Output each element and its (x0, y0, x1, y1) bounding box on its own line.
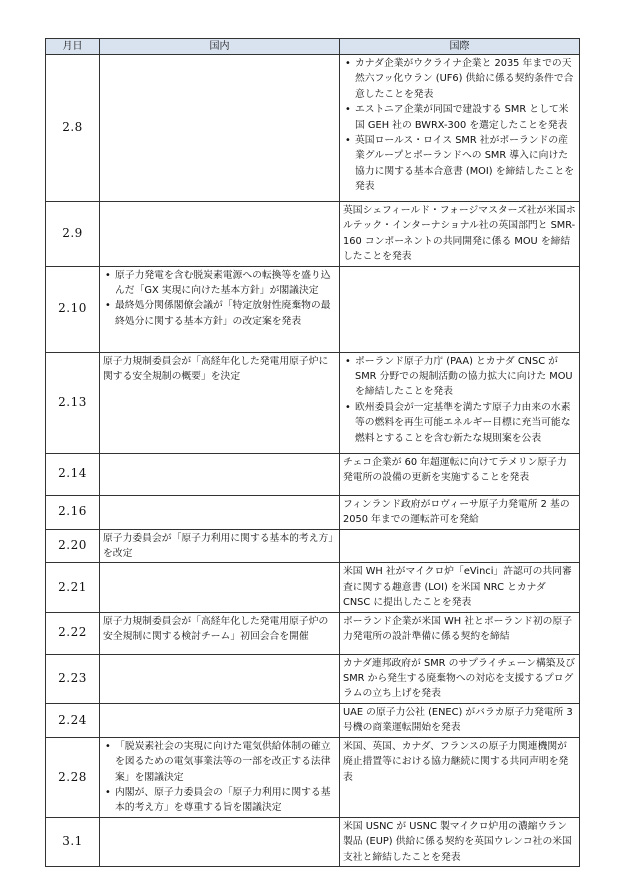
date-cell: 2.8 (46, 55, 100, 202)
international-cell (340, 202, 580, 267)
chronology-table (45, 38, 580, 867)
international-cell (340, 654, 580, 703)
table-row (46, 737, 580, 817)
bullet-item: • 原子力発電を含む脱炭素電源への転換等を盛り込んだ「GX 実現に向けた基本方針」が閣議決定 (111, 268, 336, 299)
cell-text: フィンランド政府がロヴィーサ原子力発電所 2 基の 2050 年までの運転許可を発給 (343, 498, 570, 526)
international-cell (340, 352, 580, 453)
domestic-cell (100, 737, 340, 817)
domestic-cell (100, 495, 340, 529)
domestic-cell (100, 453, 340, 495)
date-cell: 2.28 (46, 737, 100, 817)
date-cell: 2.16 (46, 495, 100, 529)
domestic-cell (100, 563, 340, 612)
bullet-item: • ポーランド原子力庁 (PAA) とカナダ CNSC が SMR 分野での規制活動の協力拡大に向けた MOU を締結したことを発表 (351, 354, 576, 400)
header-domestic: 国内 (100, 39, 340, 55)
table-row (46, 563, 580, 612)
table-row (46, 202, 580, 267)
domestic-cell (100, 817, 340, 866)
date-cell: 2.13 (46, 352, 100, 453)
domestic-cell (100, 654, 340, 703)
cell-text: カナダ連邦政府が SMR のサプライチェーン構築及び SMR から発生する廃棄物への対応を支援するプログラムの立ち上げを発表 (343, 657, 576, 700)
cell-text: 原子力委員会が「原子力利用に関する基本的考え方」を改定 (103, 532, 334, 560)
international-cell (340, 495, 580, 529)
table-row (46, 703, 580, 737)
bullet-item: • エストニア企業が同国で建設する SMR として米国 GEH 社の BWRX-300 を選定したことを発表 (351, 102, 576, 133)
bullet-list (103, 739, 336, 816)
international-cell (340, 563, 580, 612)
domestic-cell (100, 202, 340, 267)
bullet-list (343, 354, 576, 446)
date-cell: 2.20 (46, 529, 100, 563)
table-row (46, 352, 580, 453)
cell-text: 英国シェフィールド・フォージマスターズ社が米国ホルテック・インターナショナル社の英国部門と SMR-160 コンポーネントの共同開発に係る MOU を締結したことを発表 (343, 205, 576, 263)
table-row (46, 817, 580, 866)
domestic-cell (100, 55, 340, 202)
table-row (46, 453, 580, 495)
date-cell: 2.22 (46, 612, 100, 654)
table-row (46, 612, 580, 654)
table-row (46, 654, 580, 703)
cell-text: 米国、英国、カナダ、フランスの原子力関連機関が廃止措置等における協力継続に関する共同声明を発表 (343, 740, 569, 783)
bullet-list (103, 268, 336, 330)
header-international: 国際 (340, 39, 580, 55)
cell-text: チェコ企業が 60 年超運転に向けてテメリン原子力発電所の設備の更新を実施することを発表 (343, 456, 567, 484)
table-row (46, 529, 580, 563)
header-row (46, 39, 580, 55)
domestic-cell (100, 612, 340, 654)
date-cell: 3.1 (46, 817, 100, 866)
bullet-item: • 欧州委員会が一定基準を満たす原子力由来の水素等の燃料を再生可能エネルギー目標に充当可能な燃料とすることを含む新たな規則案を公表 (351, 400, 576, 446)
international-cell (340, 453, 580, 495)
international-cell (340, 55, 580, 202)
date-cell: 2.14 (46, 453, 100, 495)
international-cell (340, 266, 580, 352)
international-cell (340, 817, 580, 866)
table-row (46, 55, 580, 202)
cell-text: 米国 WH 社がマイクロ炉「eVinci」許認可の共同審査に関する趣意書 (LOI) を米国 NRC とカナダ CNSC に提出したことを発表 (343, 566, 572, 609)
date-cell: 2.24 (46, 703, 100, 737)
bullet-item: • 英国ロールス・ロイス SMR 社がポーランドの産業グループとポーランドへの SMR 導入に向けた協力に関する基本合意書 (MOI) を締結したことを発表 (351, 133, 576, 195)
bullet-list (343, 56, 576, 195)
bullet-item: • カナダ企業がウクライナ企業と 2035 年までの天然六フッ化ウラン (UF6) 供給に係る契約条件で合意したことを発表 (351, 56, 576, 102)
international-cell (340, 612, 580, 654)
domestic-cell (100, 703, 340, 737)
bullet-item: • 最終処分関係閣僚会議が「特定放射性廃棄物の最終処分に関する基本方針」の改定案を発表 (111, 298, 336, 329)
bullet-item: • 「脱炭素社会の実現に向けた電気供給体制の確立を図るための電気事業法等の一部を改正する法律案」を閣議決定 (111, 739, 336, 785)
date-cell: 2.21 (46, 563, 100, 612)
domestic-cell (100, 266, 340, 352)
domestic-cell (100, 529, 340, 563)
table-row (46, 495, 580, 529)
bullet-item: • 内閣が、原子力委員会の「原子力利用に関する基本的考え方」を尊重する旨を閣議決定 (111, 785, 336, 816)
cell-text: ポーランド企業が米国 WH 社とポーランド初の原子力発電所の設計準備に係る契約を締結 (343, 615, 573, 643)
header-date: 月日 (46, 39, 100, 55)
international-cell (340, 737, 580, 817)
cell-text: 原子力規制委員会が「高経年化した発電用原子炉の安全規制に関する検討チーム」初回会合を開催 (103, 615, 329, 643)
table-row (46, 266, 580, 352)
international-cell (340, 703, 580, 737)
table-body (46, 55, 580, 867)
international-cell (340, 529, 580, 563)
cell-text: 原子力規制委員会が「高経年化した発電用原子炉に関する安全規制の概要」を決定 (103, 355, 329, 383)
date-cell: 2.10 (46, 266, 100, 352)
date-cell: 2.23 (46, 654, 100, 703)
cell-text: UAE の原子力公社 (ENEC) がバラカ原子力発電所 3 号機の商業運転開始を発表 (343, 706, 573, 734)
date-cell: 2.9 (46, 202, 100, 267)
cell-text: 米国 USNC が USNC 製マイクロ炉用の濃縮ウラン製品 (EUP) 供給に係る契約を英国ウレンコ社の米国支社と締結したことを発表 (343, 820, 572, 863)
domestic-cell (100, 352, 340, 453)
